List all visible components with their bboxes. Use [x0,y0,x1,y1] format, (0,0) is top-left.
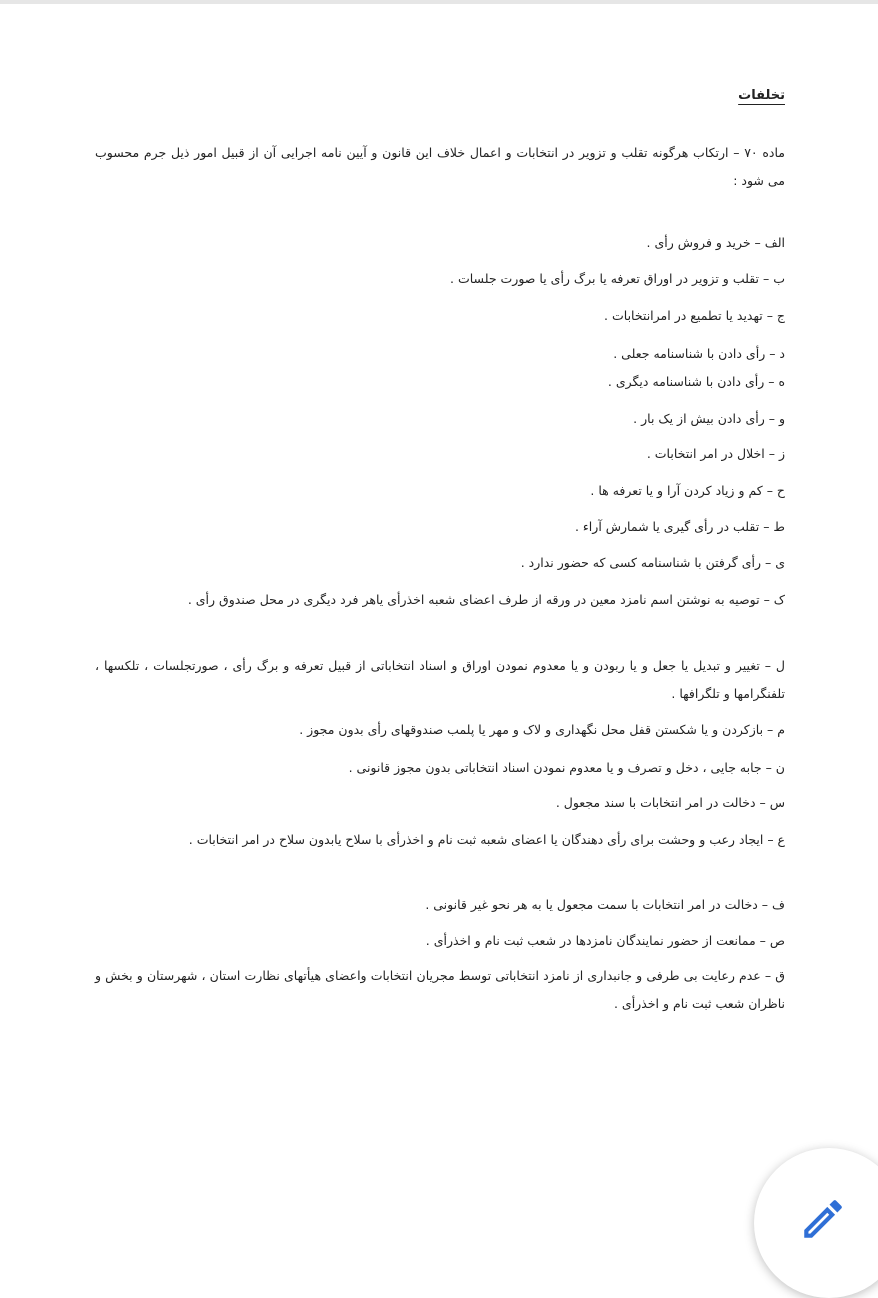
list-item-ta: ط – تقلب در رأی گیری یا شمارش آراء . [574,519,785,534]
list-item-he: ه – رأی دادن با شناسنامه دیگری . [607,374,785,389]
list-item-lam: ل – تغییر و تبدیل یا جعل و یا ربودن و یا معدوم نمودن اوراق و اسناد انتخاباتی از قبیل تعرفه و برگ رأی ، صورتجلسات ، تلکسها ، تلفنگرامها و تلگرافها . [95,658,785,701]
pencil-edit-icon [798,1194,848,1244]
list-item-ye: ی – رأی گرفتن با شناسنامه کسی که حضور ندارد . [520,555,785,570]
list-item-ze: ز – اخلال در امر انتخابات . [646,446,785,461]
list-item-kaf: ک – توصیه به نوشتن اسم نامزد معین در ورقه از طرف اعضای شعبه اخذرأی یاهر فرد دیگری در محل صندوق رأی . [187,592,785,607]
list-item-vav: و – رأی دادن بیش از یک بار . [633,411,785,426]
list-item-dal: د – رأی دادن با شناسنامه جعلی . [613,346,785,361]
list-item-nun: ن – جابه جایی ، دخل و تصرف و یا معدوم نمودن اسناد انتخاباتی بدون مجوز قانونی . [348,760,785,775]
list-item-sin: س – دخالت در امر انتخابات با سند مجعول . [555,795,785,810]
list-item-be: ب – تقلب و تزویر در اوراق تعرفه یا برگ رأی یا صورت جلسات . [450,271,785,286]
list-item-qaf: ق – عدم رعایت بی طرفی و جانبداری از نامزد انتخاباتی توسط مجریان انتخابات واعضای هیأتهای نظارت استان ، شهرستان و بخش و ناظران شعب ثبت نام و اخذرأی . [95,968,785,1011]
list-item-jim: ج – تهدید یا تطمیع در امرانتخابات . [604,308,785,323]
list-item-he-jimi: ح – کم و زیاد کردن آرا و یا تعرفه ها . [590,483,785,498]
article-intro: ماده ۷۰ – ارتکاب هرگونه تقلب و تزویر در انتخابات و اعمال خلاف این قانون و آیین نامه اجرایی آن از قبیل امور ذیل جرم محسوب می شود : [95,145,785,188]
list-item-fe: ف – دخالت در امر انتخابات با سمت مجعول یا به هر نحو غیر قانونی . [425,897,785,912]
list-item-mim: م – بازکردن و یا شکستن قفل محل نگهداری و لاک و مهر یا پلمب صندوقهای رأی بدون مجوز . [299,722,785,737]
list-item-alef: الف – خرید و فروش رأی . [646,235,785,250]
section-title: تخلفات [738,88,785,103]
list-item-eyn: ع – ایجاد رعب و وحشت برای رأی دهندگان یا اعضای شعبه ثبت نام و اخذرأی با سلاح یابدون سلاح در امر انتخابات . [188,832,785,847]
list-item-sad: ص – ممانعت از حضور نمایندگان نامزدها در شعب ثبت نام و اخذرأی . [425,933,785,948]
